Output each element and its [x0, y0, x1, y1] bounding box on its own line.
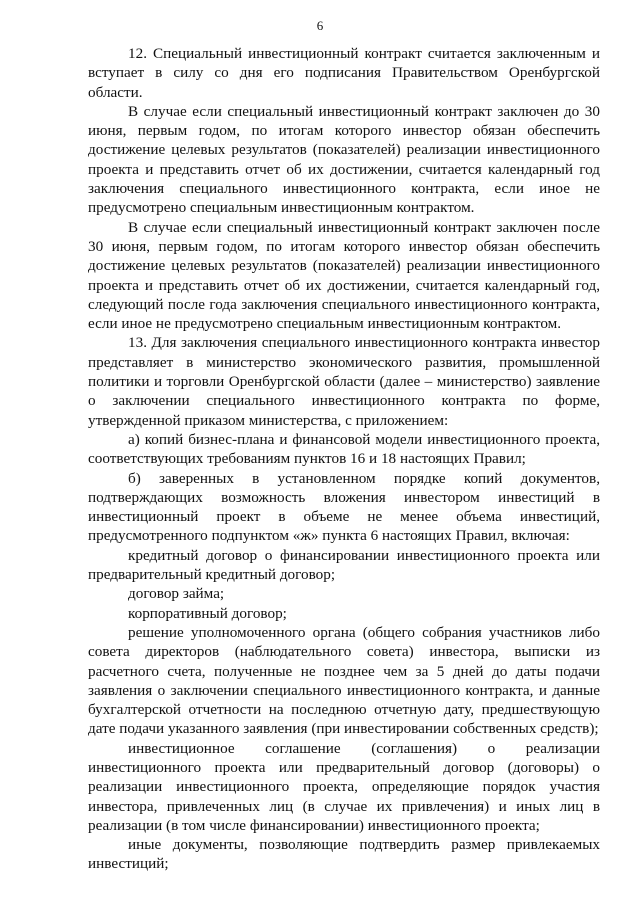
paragraph-before-june-30: В случае если специальный инвестиционный контракт заключен до 30 июня, первым годом, по итогам которого инвестор обязан обеспечить достижение целевых результатов (показателей) реализации инвестиционного проекта и представить отчет об их достижении, считается календарный год заключения специального инвестиционного контракта, если иное не предусмотрено специальным инвестиционным контрактом. — [88, 102, 600, 217]
paragraph-12: 12. Специальный инвестиционный контракт считается заключенным и вступает в силу со дня его подписания Правительством Оренбургской области. — [88, 45, 600, 101]
document-body — [88, 44, 600, 874]
item-a: а) копий бизнес-плана и финансовой модели инвестиционного проекта, соответствующих требованиям пунктов 16 и 18 настоящих Правил; — [88, 430, 600, 468]
list-item-investment-agreement: инвестиционное соглашение (соглашения) о реализации инвестиционного проекта или предварительный договор (договоры) о реализации инвестиционного проекта, определяющие порядок участия инвестора, привлеченных лиц (в случае их привлечения) и иных лиц в реализации (в том числе финансировании) инвестиционного проекта; — [88, 739, 600, 834]
list-item-authorized-body-decision: решение уполномоченного органа (общего собрания участников либо совета директоров (наблюдательного совета) инвестора, выписки из расчетного счета, полученные не позднее чем за 5 дней до даты подачи заявления о заключении специального инвестиционного контракта, и данные бухгалтерской отчетности на последнюю отчетную дату, предшествующую дате подачи указанного заявления (при инвестировании собственных средств); — [88, 623, 600, 738]
list-item-credit-agreement: кредитный договор о финансировании инвестиционного проекта или предварительный кредитный договор; — [88, 546, 600, 584]
paragraph-after-june-30: В случае если специальный инвестиционный контракт заключен после 30 июня, первым годом, по итогам которого инвестор обязан обеспечить достижение целевых результатов (показателей) реализации инвестиционного проекта и представить отчет об их достижении, считается календарный год, следующий после года заключения специального инвестиционного контракта, если иное не предусмотрено специальным инвестиционным контрактом. — [88, 218, 600, 333]
paragraph-13: 13. Для заключения специального инвестиционного контракта инвестор представляет в министерство экономического развития, промышленной политики и торговли Оренбургской области (далее – министерство) заявление о заключении специального инвестиционного контракта по форме, утвержденной приказом министерства, с приложением: — [88, 334, 600, 429]
list-item-other-documents: иные документы, позволяющие подтвердить размер привлекаемых инвестиций; — [88, 836, 600, 873]
page-number: 6 — [316, 18, 324, 33]
list-item-loan-agreement: договор займа; — [128, 585, 225, 603]
list-item-corporate-agreement: корпоративный договор; — [128, 604, 287, 622]
item-b: б) заверенных в установленном порядке копий документов, подтверждающих возможность вложения инвестором инвестиций в инвестиционный проект в объеме не менее объема инвестиций, предусмотренного подпунктом «ж» пункта 6 настоящих Правил, включая: — [88, 469, 600, 545]
